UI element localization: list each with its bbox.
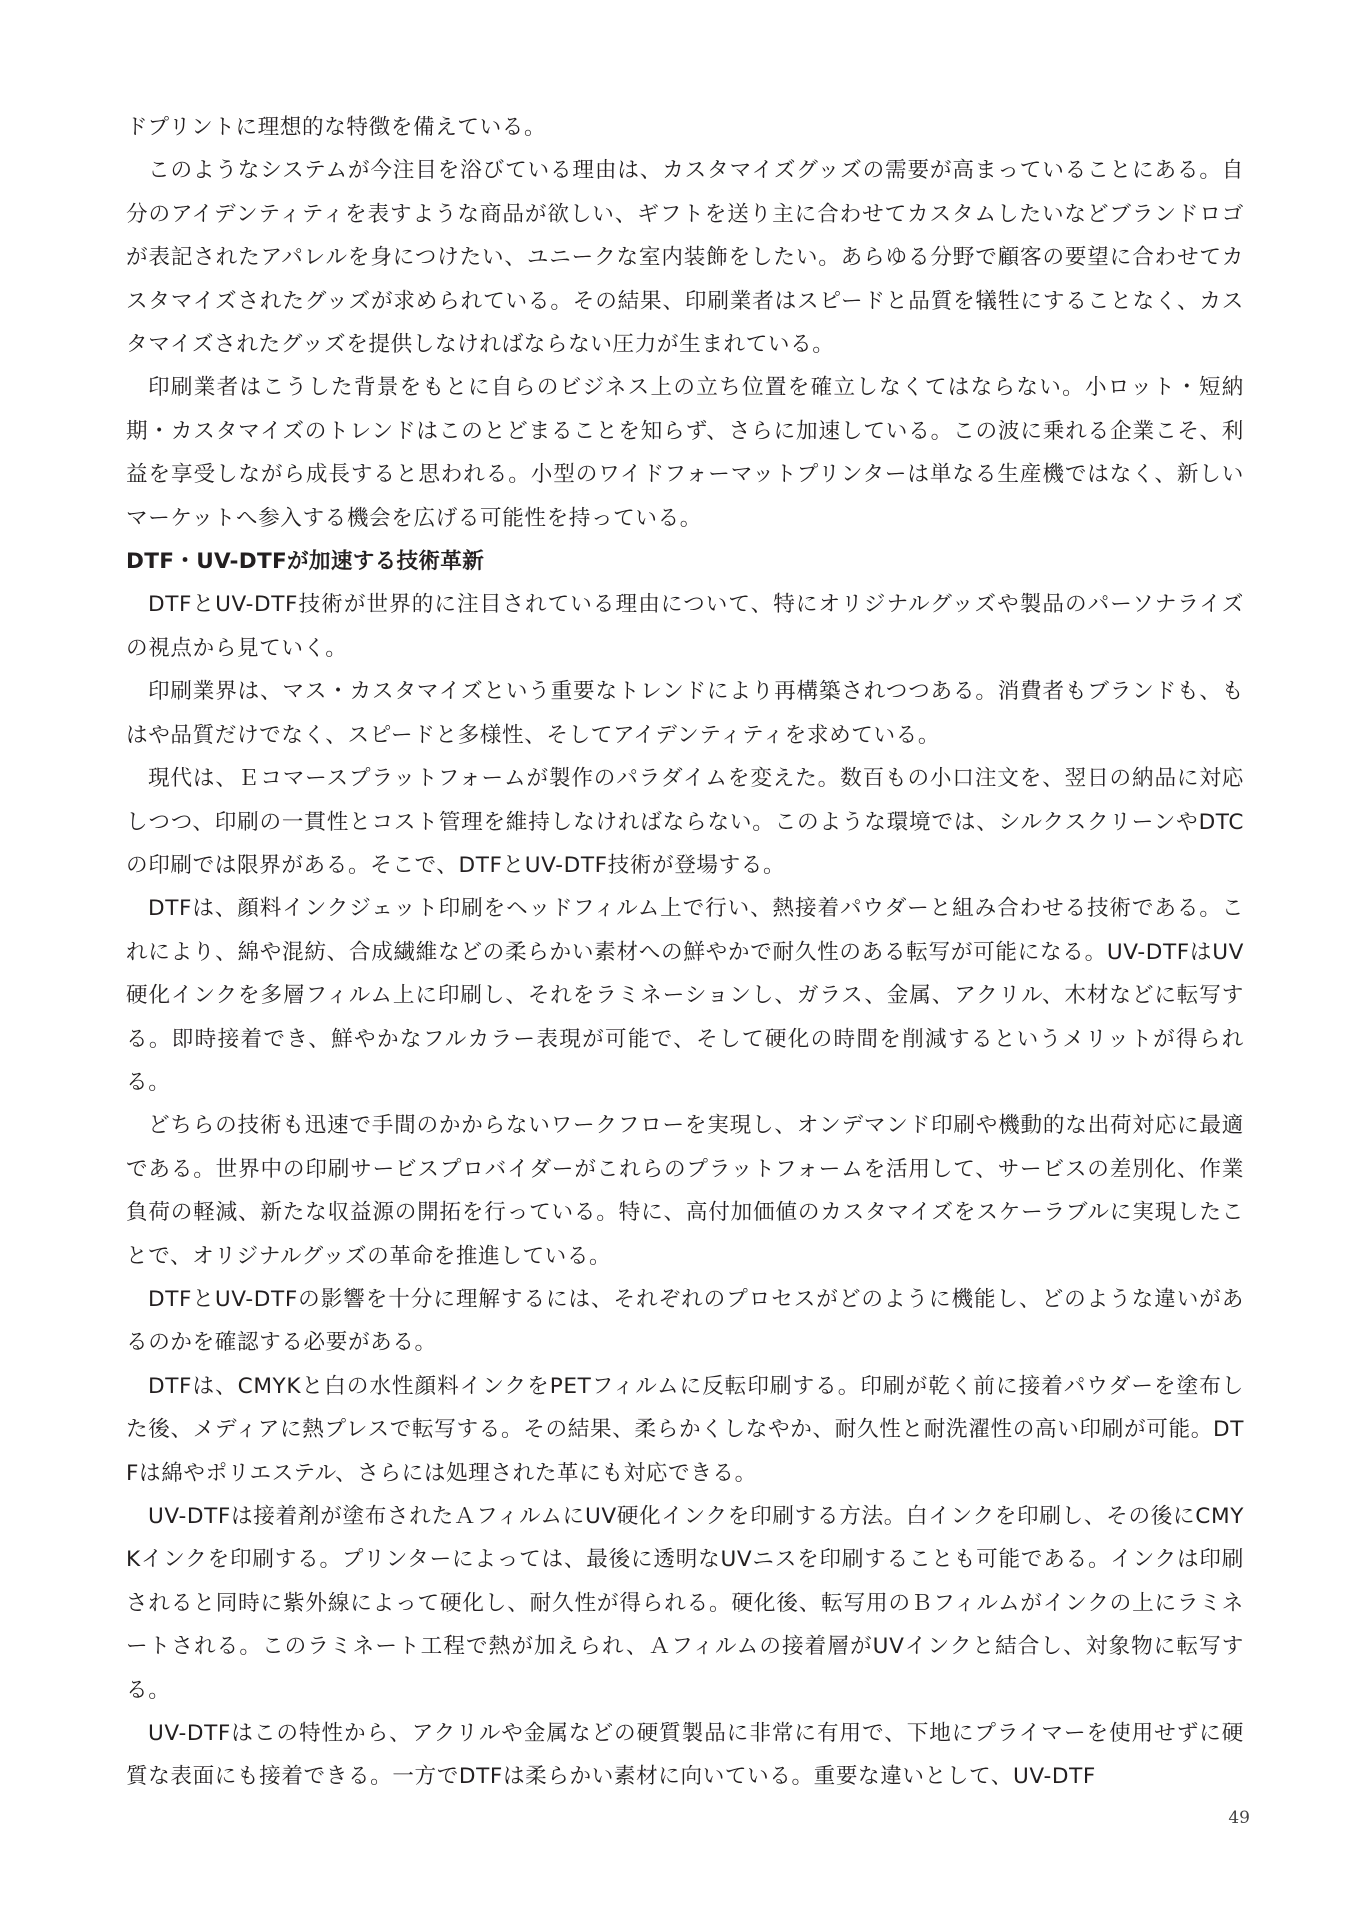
paragraph: UV-DTFはこの特性から、アクリルや金属などの硬質製品に非常に有用で、下地にプライマーを使用せずに硬質な表面にも接着できる。一方でDTFは柔らかい素材に向いている。重要な違いとして、UV-DTF bbox=[126, 1721, 1244, 1790]
body-text bbox=[126, 106, 1244, 1799]
paragraph: このようなシステムが今注目を浴びている理由は、カスタマイズグッズの需要が高まっていることにある。自分のアイデンティティを表すような商品が欲しい、ギフトを送り主に合わせてカスタムしたいなどブランドロゴが表記されたアパレルを身につけたい、ユニークな室内装飾をしたい。あらゆる分野で顧客の要望に合わせてカスタマイズされたグッズが求められている。その結果、印刷業者はスピードと品質を犠牲にすることなく、カスタマイズされたグッズを提供しなければならない圧力が生まれている。 bbox=[126, 158, 1244, 358]
paragraph: どちらの技術も迅速で手間のかからないワークフローを実現し、オンデマンド印刷や機動的な出荷対応に最適である。世界中の印刷サービスプロバイダーがこれらのプラットフォームを活用して、サービスの差別化、作業負荷の軽減、新たな収益源の開拓を行っている。特に、高付加価値のカスタマイズをスケーラブルに実現したことで、オリジナルグッズの革命を推進している。 bbox=[126, 1113, 1244, 1269]
page-number: 49 bbox=[1228, 1808, 1250, 1828]
paragraph: DTFは、顔料インクジェット印刷をヘッドフィルム上で行い、熱接着パウダーと組み合わせる技術である。これにより、綿や混紡、合成繊維などの柔らかい素材への鮮やかで耐久性のある転写が可能になる。UV-DTFはUV硬化インクを多層フィルム上に印刷し、それをラミネーションし、ガラス、金属、アクリル、木材などに転写する。即時接着でき、鮮やかなフルカラー表現が可能で、そして硬化の時間を削減するというメリットが得られる。 bbox=[126, 896, 1244, 1095]
paragraph-continued: ドプリントに理想的な特徴を備えている。 bbox=[126, 115, 547, 140]
paragraph: DTFとUV-DTF技術が世界的に注目されている理由について、特にオリジナルグッズや製品のパーソナライズの視点から見ていく。 bbox=[126, 592, 1244, 661]
paragraph: 印刷業者はこうした背景をもとに自らのビジネス上の立ち位置を確立しなくてはならない。小ロット・短納期・カスタマイズのトレンドはこのとどまることを知らず、さらに加速している。この波に乗れる企業こそ、利益を享受しながら成長すると思われる。小型のワイドフォーマットプリンターは単なる生産機ではなく、新しいマーケットへ参入する機会を広げる可能性を持っている。 bbox=[126, 375, 1244, 531]
paragraph: DTFとUV-DTFの影響を十分に理解するには、それぞれのプロセスがどのように機能し、どのような違いがあるのかを確認する必要がある。 bbox=[126, 1286, 1244, 1356]
paragraph: 印刷業界は、マス・カスタマイズという重要なトレンドにより再構築されつつある。消費者もブランドも、もはや品質だけでなく、スピードと多様性、そしてアイデンティティを求めている。 bbox=[126, 679, 1244, 748]
paragraph: DTFは、CMYKと白の水性顔料インクをPETフィルムに反転印刷する。印刷が乾く前に接着パウダーを塗布した後、メディアに熱プレスで転写する。その結果、柔らかくしなやか、耐久性と耐洗濯性の高い印刷が可能。DTFは綿やポリエステル、さらには処理された革にも対応できる。 bbox=[126, 1373, 1244, 1486]
section-heading: DTF・UV-DTFが加速する技術革新 bbox=[126, 549, 485, 575]
paragraph: UV-DTFは接着剤が塗布されたＡフィルムにUV硬化インクを印刷する方法。白インクを印刷し、その後にCMYKインクを印刷する。プリンターによっては、最後に透明なUVニスを印刷することも可能である。インクは印刷されると同時に紫外線によって硬化し、耐久性が得られる。硬化後、転写用のＢフィルムがインクの上にラミネートされる。このラミネート工程で熱が加えられ、Ａフィルムの接着層がUVインクと結合し、対象物に転写する。 bbox=[126, 1504, 1244, 1703]
paragraph: 現代は、Ｅコマースプラットフォームが製作のパラダイムを変えた。数百もの小口注文を、翌日の納品に対応しつつ、印刷の一貫性とコスト管理を維持しなければならない。このような環境では、シルクスクリーンやDTCの印刷では限界がある。そこで、DTFとUV-DTF技術が登場する。 bbox=[126, 766, 1244, 878]
